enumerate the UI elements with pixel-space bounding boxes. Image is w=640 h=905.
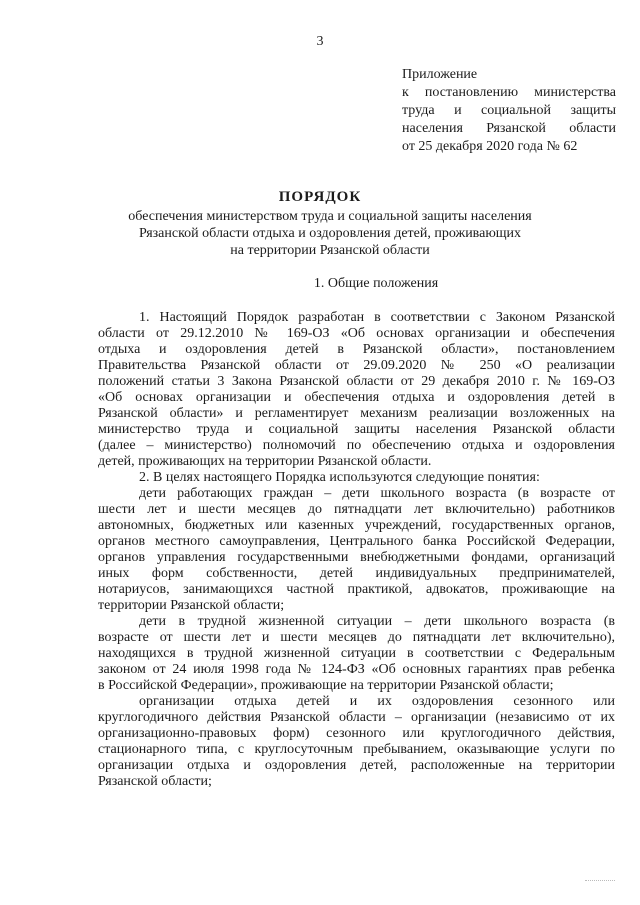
body-line: иных форм собственности, детей индивидуальных предпринимателей, <box>98 566 615 581</box>
body-line: возрасте от шести лет и шести месяцев до пятнадцати лет включительно), <box>98 630 615 645</box>
body-line: нотариусов, занимающихся частной практикой, адвокатов, проживающие на <box>98 582 615 597</box>
body-text <box>98 310 615 790</box>
annex-line: от 25 декабря 2020 года № 62 <box>402 139 578 154</box>
document-title: ПОРЯДОК <box>278 189 362 205</box>
body-line: положений статьи 3 Закона Рязанской области от 29 декабря 2010 г. № 169-ОЗ <box>98 374 615 389</box>
body-line: «Об основах организации и обеспечения отдыха и оздоровления детей в <box>98 390 615 405</box>
annex-line: к постановлению министерства <box>402 85 616 100</box>
section-heading: 1. Общие положения <box>313 276 439 291</box>
annex-line: Приложение <box>402 67 478 82</box>
body-line: Правительства Рязанской области от 29.09.2020 № 250 «О реализации <box>98 358 615 373</box>
body-line: министерство труда и социальной защиты населения Рязанской области <box>98 422 615 437</box>
body-line: (далее – министерство) полномочий по обеспечению отдыха и оздоровления <box>98 438 615 453</box>
body-line: области от 29.12.2010 № 169-ОЗ «Об основах организации и обеспечения <box>98 326 615 341</box>
body-line: законом от 24 июля 1998 года № 124-ФЗ «Об основных гарантиях прав ребенка <box>98 662 615 677</box>
body-line: организации отдыха детей и их оздоровления сезонного или <box>139 694 615 709</box>
annex-block <box>402 66 616 156</box>
body-line: круглогодичного действия Рязанской области – организации (независимо от их <box>98 710 615 725</box>
body-line: органов управления государственными внебюджетными фондами, организаций <box>98 550 615 565</box>
body-line: дети в трудной жизненной ситуации – дети школьного возраста (в <box>139 614 615 629</box>
body-line: находящихся в трудной жизненной ситуации в соответствии с Федеральным <box>98 646 615 661</box>
body-line: дети работающих граждан – дети школьного возраста (в возрасте от <box>139 486 615 501</box>
body-line: 1. Настоящий Порядок разработан в соответствии с Законом Рязанской <box>139 310 615 325</box>
subtitle-line: обеспечения министерством труда и социальной защиты населения <box>128 209 532 224</box>
annex-line: труда и социальной защиты <box>402 103 616 118</box>
annex-line: населения Рязанской области <box>402 121 616 136</box>
subtitle-line: Рязанской области отдыха и оздоровления детей, проживающих <box>138 226 522 241</box>
body-line: детей, проживающих на территории Рязанской области. <box>98 454 432 469</box>
body-line: в Российской Федерации», проживающие на территории Рязанской области; <box>98 678 554 693</box>
body-line: Рязанской области» и регламентирует механизм реализации возложенных на <box>98 406 615 421</box>
body-line: отдыха и оздоровления детей в Рязанской области», постановлением <box>98 342 615 357</box>
body-line: Рязанской области; <box>98 774 212 789</box>
scan-artifact <box>585 880 615 883</box>
body-line: автономных, бюджетных или казенных учреждений, государственных органов, <box>98 518 615 533</box>
body-line: организации отдыха и оздоровления детей, расположенные на территории <box>98 758 615 773</box>
subtitle-line: на территории Рязанской области <box>230 243 430 258</box>
body-line: шести лет и шести месяцев до пятнадцати лет включительно) работников <box>98 502 615 517</box>
body-line: территории Рязанской области; <box>98 598 285 613</box>
body-line: организационно-правовых форм) сезонного или круглогодичного действия, <box>98 726 615 741</box>
body-line: органов местного самоуправления, Центрального банка Российской Федерации, <box>98 534 615 549</box>
body-line: стационарного типа, с круглосуточным пребыванием, оказывающие услуги по <box>98 742 615 757</box>
body-line: 2. В целях настоящего Порядка используются следующие понятия: <box>139 470 540 485</box>
document-subtitle <box>80 208 580 259</box>
page-number: 3 <box>316 34 324 49</box>
